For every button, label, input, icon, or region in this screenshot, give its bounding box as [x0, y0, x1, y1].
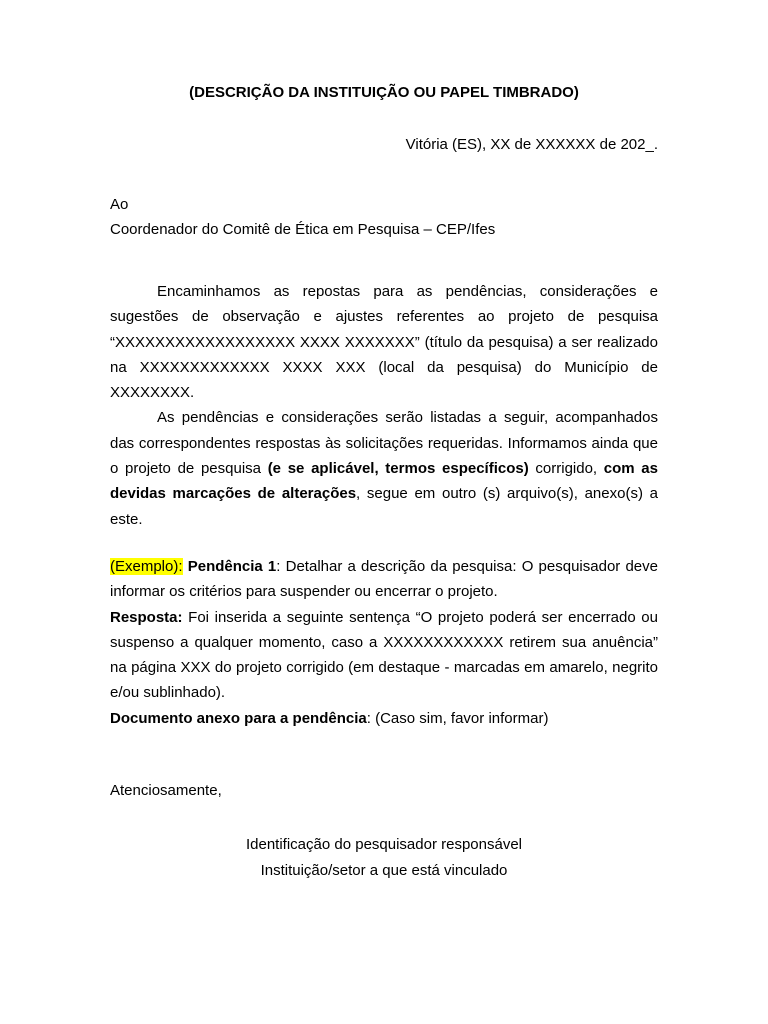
paragraph-text: As pendências e considerações serão listadas a seguir, acompanhados das correspondentes respostas às solicitações requeridas. Informamos ainda que o projeto de pesquisa [110, 409, 658, 478]
signature-name: Identificação do pesquisador responsável [245, 836, 522, 853]
example-highlight: (Exemplo): [110, 558, 183, 575]
pendencia-text: : Detalhar a descrição da pesquisa: O pesquisador deve informar os critérios para suspender ou encerrar o projeto. [110, 558, 658, 601]
pendencia-section [110, 554, 658, 731]
resposta-label: Resposta: [110, 608, 183, 626]
recipient-block [110, 192, 658, 242]
recipient-title: Coordenador do Comitê de Ética em Pesquisa – CEP/Ifes [110, 221, 496, 238]
signature-block [110, 832, 658, 884]
document-heading: (DESCRIÇÃO DA INSTITUIÇÃO OU PAPEL TIMBRADO) [189, 84, 579, 101]
date-line: Vitória (ES), XX de XXXXXX de 202_. [405, 136, 658, 153]
recipient-salutation: Ao [110, 196, 129, 213]
anexo-label: Documento anexo para a pendência [110, 709, 367, 727]
signature-institution: Instituição/setor a que está vinculado [260, 862, 508, 879]
paragraph-pendencias [110, 405, 658, 531]
bold-text: (e se aplicável, termos específicos) [267, 460, 529, 478]
anexo-item [110, 706, 658, 731]
closing-line: Atenciosamente, [110, 782, 222, 799]
paragraph-text: , segue em outro (s) arquivo(s), anexo(s) a este. [110, 485, 658, 528]
resposta-text: Foi inserida a seguinte sentença “O projeto poderá ser encerrado ou suspenso a qualquer momento, caso a XXXXXXXXXXXX retirem sua anuência” na página XXX do projeto corrigido (em destaque - marcadas em amarelo, negrito e/ou sublinhado). [110, 608, 658, 702]
resposta-item [110, 605, 658, 706]
document-page [110, 0, 658, 1024]
bold-text: com as devidas marcações de alterações [110, 460, 658, 503]
pendencia-title: Pendência 1 [187, 558, 277, 575]
paragraph-text: corrigido, [528, 460, 604, 478]
letter-body [110, 279, 658, 532]
paragraph-intro: Encaminhamos as repostas para as pendências, considerações e sugestões de observação e ajustes referentes ao projeto de pesquisa “XXXXXXXXXXXXXXXXXX XXXX XXXXXXX” (título da pesquisa) a ser realizado na XXXXXXXXXXXXX XXXX XXX (local da pesquisa) do Município de XXXXXXXX. [110, 283, 658, 402]
anexo-text: : (Caso sim, favor informar) [366, 709, 549, 727]
pendencia-item [110, 554, 658, 605]
